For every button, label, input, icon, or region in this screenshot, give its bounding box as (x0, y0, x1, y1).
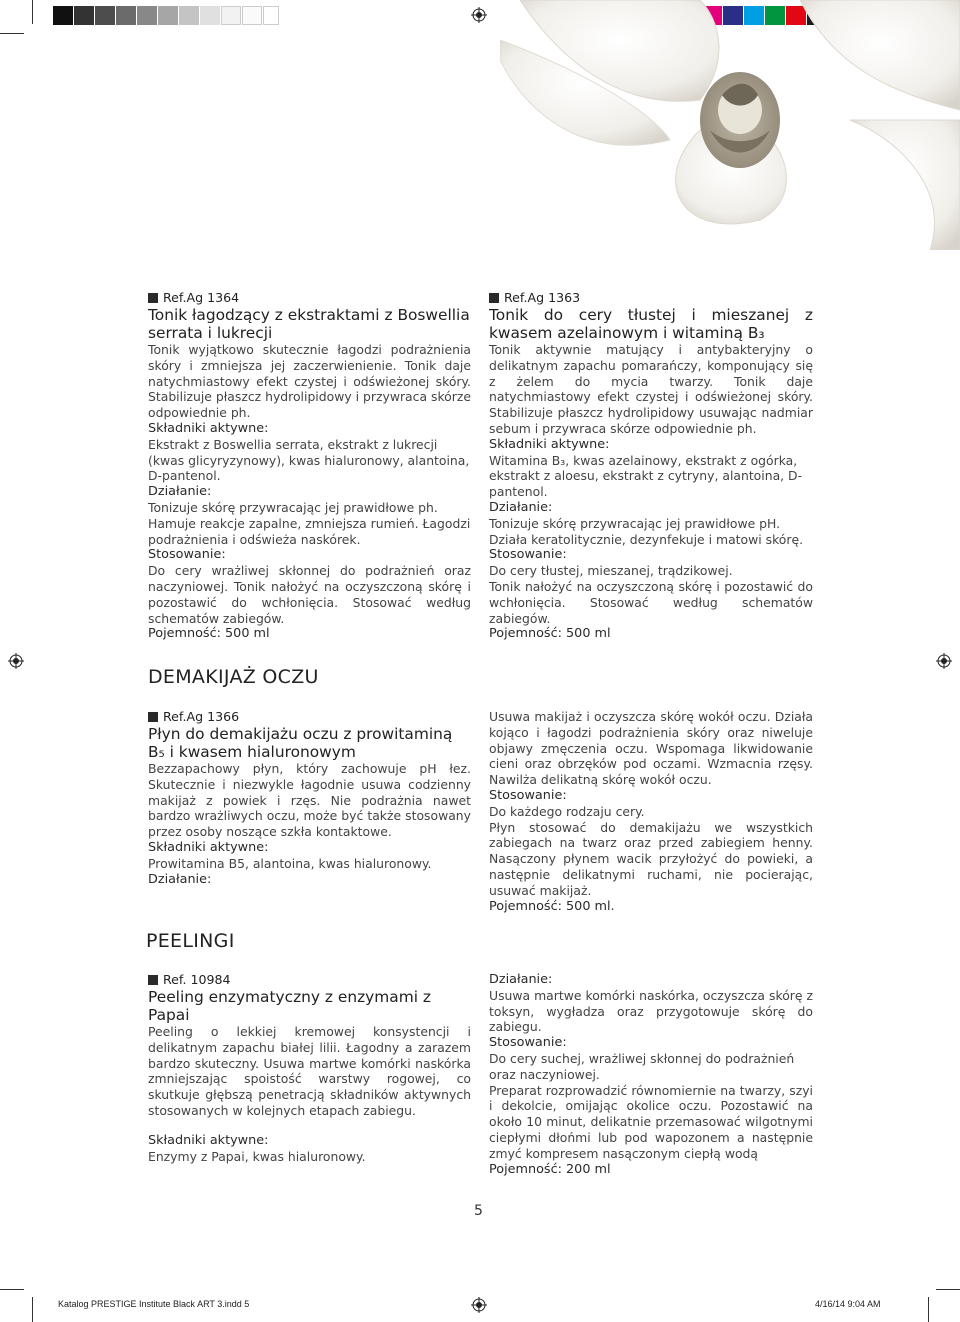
gray-swatch (53, 6, 73, 25)
gray-swatch (263, 6, 279, 25)
active-ingredients: Enzymy z Papai, kwas hialuronowy. (148, 1148, 366, 1164)
slug-filename: Katalog PRESTIGE Institute Black ART 3.indd 5 (58, 1299, 250, 1309)
heading-use: Stosowanie: (489, 547, 567, 563)
action-text: Usuwa makijaż i oczyszcza skórę wokół oczu. Działa kojąco i łagodzi podrażnienia skóry oraz niweluje objawy zmęczenia oczu. Wspomaga likwidowanie cieni oraz obrzęków pod oczami. Wzmacnia rzęsy. Nawilża delikatną skórę wokół oczu. (489, 709, 813, 788)
heading-use: Stosowanie: (148, 547, 226, 563)
product-title: Tonik do cery tłustej i mieszanej z kwasem azelainowym i witaminą B₃ (489, 306, 813, 342)
gray-swatch (116, 6, 136, 25)
ref-text: Ref.Ag 1364 (163, 290, 240, 305)
use-text: Do każdego rodzaju cery. (489, 803, 645, 819)
crop-mark (32, 0, 33, 24)
use-text: Do cery wrażliwej skłonnej do podrażnień oraz naczyniowej. Tonik nałożyć na oczyszczoną skórę i pozostawić do wchłonięcia. Stosować według schematów zabiegów. (148, 563, 471, 626)
heading-action: Działanie: (489, 972, 553, 987)
gray-swatch (200, 6, 220, 25)
capacity-value: 500 ml (225, 626, 270, 642)
use-text: Preparat rozprowadzić równomiernie na twarzy, szyi i dekolcie, omijając okolice oczu. Pozostawić na około 10 minut, delikatnie przemasować wilgotnymi ciepłymi dłońmi lub pod wapozonem a następnie zmyć kompresem nasączonym ciepłą wodą (489, 1082, 813, 1161)
capacity-value: 200 ml (566, 1161, 611, 1177)
capacity-value: 500 ml (566, 626, 611, 642)
heading-capacity: Pojemność: (489, 1161, 562, 1177)
action-text: Tonizuje skórę przywracając jej prawidłowe pH. Działa keratolitycznie, dezynfekuje i matowi skórę. (489, 515, 804, 547)
use-text: Płyn stosować do demakijażu we wszystkich zabiegach na twarz oraz przed zabiegiem henny. Nasączony płynem wacik przyłożyć do powieki, a następnie delikatnymi ruchami, nie pocierając, usuwać makijaż. (489, 819, 813, 898)
gray-swatch (242, 6, 262, 25)
capacity-value: 500 ml. (566, 898, 615, 914)
product-ag1364 (148, 290, 471, 642)
action-text: Usuwa martwe komórki naskórka, oczyszcza skórę z toksyn, wygładza oraz przygotowuje skórę do zabiegu. (489, 987, 813, 1035)
product-ref (148, 290, 471, 306)
ref-text: Ref.Ag 1363 (504, 290, 581, 305)
section-heading-eye-makeup-removal: DEMAKIJAŻ OCZU (148, 666, 319, 688)
section-heading-peelings: PEELINGI (146, 930, 235, 952)
use-text: Tonik nałożyć na oczyszczoną skórę i pozostawić do wchłonięcia. Stosować według schematów zabiegów. (489, 578, 813, 626)
product-ref (148, 709, 471, 725)
product-title: Płyn do demakijażu oczu z prowitaminą B₅ i kwasem hialuronowym (148, 725, 453, 761)
gray-swatch (74, 6, 94, 25)
product-ag1366-continued (489, 709, 813, 914)
active-ingredients: Witamina B₃, kwas azelainowy, ekstrakt z ogórka, ekstrakt z aloesu, ekstrakt z cytryny, alantoina, D- pantenol. (489, 452, 803, 500)
gray-swatch (158, 6, 178, 25)
use-text: Do cery tłustej, mieszanej, trądzikowej. (489, 563, 733, 579)
page-number: 5 (474, 1203, 483, 1219)
product-ref (148, 972, 471, 988)
heading-active: Składniki aktywne: (148, 839, 269, 855)
heading-capacity: Pojemność: (489, 626, 562, 642)
registration-mark-icon (936, 653, 952, 669)
gray-swatch (179, 6, 199, 25)
capacity (148, 626, 471, 642)
gray-swatch (95, 6, 115, 25)
heading-action: Działanie: (148, 484, 212, 500)
bullet-square-icon (148, 712, 158, 722)
active-ingredients: Ekstrakt z Boswellia serrata, ekstrakt z lukrecji (kwas glicyryzynowy), kwas hialuronowy, alantoina, D-pantenol. (148, 436, 470, 484)
capacity (489, 899, 813, 915)
heading-active: Składniki aktywne: (148, 1132, 269, 1148)
crop-mark (928, 1297, 929, 1322)
crop-mark (936, 1289, 960, 1290)
heading-action: Działanie: (148, 871, 212, 887)
product-title: Peeling enzymatyczny z enzymami z Papai (148, 988, 431, 1024)
product-intro: Tonik wyjątkowo skutecznie łagodzi podrażnienia skóry i zmniejsza jej zaczerwienienie. Tonik daje natychmiastowy efekt czystej i odświeżonej skóry. Stabilizuje płaszcz hydrolipidowy i przywraca skórze odpowiednie ph. (148, 342, 471, 421)
heading-active: Składniki aktywne: (148, 420, 269, 436)
crop-mark (0, 1289, 24, 1290)
bullet-square-icon (148, 975, 158, 985)
product-intro: Tonik aktywnie matujący i antybakteryjny o delikatnym zapachu pomarańczy, komponujący się z żelem do mycia twarzy. Tonik daje natychmiastowy efekt czystej i odświeżonej skóry. Stabilizuje płaszcz hydrolipidowy usuwając nadmiar sebum i przywraca skórze odpowiednie ph. (489, 342, 813, 436)
crop-mark (32, 1297, 33, 1322)
heading-capacity: Pojemność: (489, 898, 562, 914)
product-10984 (148, 972, 471, 1164)
orchid-photo (500, 0, 960, 250)
heading-capacity: Pojemność: (148, 626, 221, 642)
slug-timestamp: 4/16/14 9:04 AM (815, 1299, 881, 1309)
heading-use: Stosowanie: (489, 787, 567, 803)
capacity (489, 626, 813, 642)
registration-mark-icon (471, 1297, 487, 1313)
product-ref (489, 290, 813, 306)
ref-text: Ref. 10984 (163, 972, 231, 987)
heading-use: Stosowanie: (489, 1035, 567, 1051)
registration-mark-icon (471, 7, 487, 23)
registration-mark-icon (8, 653, 24, 669)
gray-swatch (137, 6, 157, 25)
product-intro: Bezzapachowy płyn, który zachowuje pH łez. Skutecznie i niezwykle łagodnie usuwa codzienny makijaż z powiek i rzęs. Nie podrażnia nawet bardzo wrażliwych oczu, może być także stosowany przez osoby noszące szkła kontaktowe. (148, 761, 471, 840)
capacity (489, 1162, 813, 1178)
bullet-square-icon (148, 293, 158, 303)
product-ag1366 (148, 709, 471, 887)
product-10984-continued (489, 972, 813, 1177)
product-ag1363 (489, 290, 813, 642)
active-ingredients: Prowitamina B5, alantoina, kwas hialuronowy. (148, 855, 432, 871)
ref-text: Ref.Ag 1366 (163, 709, 240, 724)
use-text: Do cery suchej, wrażliwej skłonnej do podrażnień oraz naczyniowej. (489, 1050, 795, 1082)
crop-mark (0, 33, 24, 34)
bullet-square-icon (489, 293, 499, 303)
heading-active: Składniki aktywne: (489, 436, 610, 452)
action-text: Tonizuje skórę przywracając jej prawidłowe ph. Hamuje reakcje zapalne, zmniejsza rumień. Łagodzi podrażnienia i odświeża naskórek. (148, 499, 471, 547)
product-intro: Peeling o lekkiej kremowej konsystencji i delikatnym zapachu białej lilii. Łagodny a zarazem bardzo skuteczny. Usuwa martwe komórki naskórka zmniejszając spoistość warstwy rogowej, co skutkuje głębszą penetracją składników aktywnych stosowanych w kolejnych etapach zabiegu. (148, 1024, 471, 1118)
heading-action: Działanie: (489, 499, 553, 515)
gray-swatch (221, 6, 241, 25)
product-title: Tonik łagodzący z ekstraktami z Boswellia serrata i lukrecji (148, 306, 470, 342)
